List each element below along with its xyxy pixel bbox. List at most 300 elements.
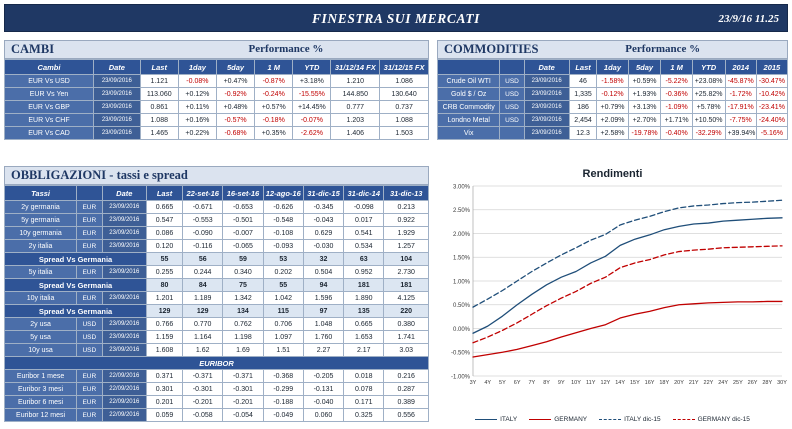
- cell-c6: 0.213: [384, 201, 429, 214]
- table-row: [5, 227, 429, 240]
- commodities-table: [437, 59, 788, 140]
- cell-1m: +0.35%: [255, 127, 293, 140]
- cell-c1: 56: [183, 253, 223, 266]
- cambi-header-row: [5, 60, 429, 75]
- cell-fx14: 1.210: [331, 75, 380, 88]
- table-row: [5, 396, 429, 409]
- table-row: [438, 127, 788, 140]
- cell-c2: -0.653: [223, 201, 263, 214]
- cell-c2: -0.371: [223, 370, 263, 383]
- svg-text:12Y: 12Y: [600, 380, 611, 386]
- spread-label: Spread Vs Germania: [5, 279, 147, 292]
- cell-ccy: USD: [500, 114, 524, 127]
- legend-item: [529, 416, 587, 423]
- cell-c5: 0.078: [344, 383, 384, 396]
- cell-c2: -0.054: [223, 409, 263, 422]
- cell-name: 10y usa: [5, 344, 77, 357]
- table-row: [438, 88, 788, 101]
- table-row: [5, 127, 429, 140]
- cell-date: 22/09/2016: [102, 383, 147, 396]
- svg-text:7Y: 7Y: [528, 380, 536, 386]
- page-title: FINESTRA SUI MERCATI: [311, 11, 481, 26]
- cell-last: 1,335: [569, 88, 597, 101]
- cambi-heading-bar: [4, 40, 429, 59]
- cell-c6: 181: [384, 279, 429, 292]
- cell-5day: +0.59%: [628, 75, 661, 88]
- col-date: Date: [524, 60, 569, 75]
- cell-fx15: 0.737: [380, 101, 429, 114]
- cambi-section: [4, 40, 429, 140]
- cell-last: 1.465: [140, 127, 178, 140]
- cell-c1: -0.671: [183, 201, 223, 214]
- cell-c4: 32: [303, 253, 343, 266]
- svg-text:22Y: 22Y: [703, 380, 714, 386]
- cell-ccy: EUR: [77, 370, 102, 383]
- cambi-heading: CAMBI: [11, 42, 55, 56]
- cell-last: 1.201: [147, 292, 183, 305]
- cell-last: 186: [569, 101, 597, 114]
- cell-ccy: [500, 127, 524, 140]
- spread-label: Spread Vs Germania: [5, 305, 147, 318]
- table-row: [438, 75, 788, 88]
- cell-date: 23/09/2016: [94, 88, 141, 101]
- cell-c4: -0.345: [303, 201, 343, 214]
- cell-fx15: 1.503: [380, 127, 429, 140]
- cell-c2: 1.198: [223, 331, 263, 344]
- table-row: [5, 318, 429, 331]
- cell-1m: -0.24%: [255, 88, 293, 101]
- cell-fx14: 144.850: [331, 88, 380, 101]
- legend-item: [475, 416, 517, 423]
- cell-c3: 55: [263, 279, 303, 292]
- col-blank2: [500, 60, 524, 75]
- cell-date: 23/09/2016: [102, 344, 147, 357]
- table-row: [5, 88, 429, 101]
- cell-2015: -5.16%: [756, 127, 787, 140]
- cell-last: 0.086: [147, 227, 183, 240]
- cell-last: 0.547: [147, 214, 183, 227]
- cell-ccy: USD: [77, 344, 102, 357]
- table-row: [5, 240, 429, 253]
- cell-last: 0.861: [140, 101, 178, 114]
- cell-c1: 0.244: [183, 266, 223, 279]
- cell-date: 23/09/2016: [524, 88, 569, 101]
- cell-ytd: +5.78%: [692, 101, 725, 114]
- cell-1day: -0.08%: [178, 75, 216, 88]
- cell-c3: 0.202: [263, 266, 303, 279]
- cell-1m: -1.09%: [661, 101, 692, 114]
- cell-c2: -0.065: [223, 240, 263, 253]
- col-last: Last: [569, 60, 597, 75]
- svg-text:-0.50%: -0.50%: [450, 350, 470, 357]
- svg-text:5Y: 5Y: [499, 380, 506, 386]
- svg-text:16Y: 16Y: [644, 380, 655, 386]
- cell-1day: +0.11%: [178, 101, 216, 114]
- cell-c3: -0.548: [263, 214, 303, 227]
- commodities-performance-label: Performance %: [625, 43, 701, 55]
- cell-c4: 2.27: [303, 344, 343, 357]
- cell-c2: 59: [223, 253, 263, 266]
- table-row: [5, 292, 429, 305]
- cell-last: 113.060: [140, 88, 178, 101]
- commodities-section: [437, 40, 788, 140]
- cell-ytd: -15.55%: [293, 88, 331, 101]
- col-cambi: Cambi: [5, 60, 94, 75]
- col-31dic15: 31-dic-15: [303, 186, 343, 201]
- cell-name: Crude Oil WTI: [438, 75, 500, 88]
- cell-date: 23/09/2016: [524, 114, 569, 127]
- legend-item: [673, 416, 750, 423]
- table-row: [5, 409, 429, 422]
- cell-1m: -5.22%: [661, 75, 692, 88]
- cell-c2: 1.69: [223, 344, 263, 357]
- table-row: [5, 331, 429, 344]
- col-date: Date: [102, 186, 147, 201]
- spread-row: [5, 253, 429, 266]
- svg-text:3.00%: 3.00%: [452, 184, 470, 191]
- cell-ytd: +14.45%: [293, 101, 331, 114]
- cell-name: Euribor 12 mesi: [5, 409, 77, 422]
- cell-last: 0.201: [147, 396, 183, 409]
- cell-c3: 1.51: [263, 344, 303, 357]
- cell-c6: 0.922: [384, 214, 429, 227]
- cell-c1: 0.770: [183, 318, 223, 331]
- cell-c3: 115: [263, 305, 303, 318]
- cell-c4: -0.205: [303, 370, 343, 383]
- cell-c4: -0.030: [303, 240, 343, 253]
- svg-text:10Y: 10Y: [571, 380, 581, 386]
- svg-text:20Y: 20Y: [674, 380, 684, 386]
- cell-date: 23/09/2016: [524, 127, 569, 140]
- cell-c6: 1.741: [384, 331, 429, 344]
- cell-last: 0.301: [147, 383, 183, 396]
- cell-5day: +2.70%: [628, 114, 661, 127]
- cell-c5: 135: [344, 305, 384, 318]
- cell-last: 0.665: [147, 201, 183, 214]
- cell-c6: 4.125: [384, 292, 429, 305]
- cell-ytd: -32.29%: [692, 127, 725, 140]
- cell-date: 23/09/2016: [524, 101, 569, 114]
- cell-c1: -0.301: [183, 383, 223, 396]
- svg-text:14Y: 14Y: [615, 380, 626, 386]
- cell-1day: +2.58%: [597, 127, 628, 140]
- table-row: [5, 370, 429, 383]
- legend-swatch: [529, 419, 551, 420]
- legend-swatch: [475, 419, 497, 420]
- cell-name: 5y usa: [5, 331, 77, 344]
- cell-date: 23/09/2016: [94, 75, 141, 88]
- cell-c3: 0.706: [263, 318, 303, 331]
- cell-date: 22/09/2016: [102, 370, 147, 383]
- cell-name: 2y italia: [5, 240, 77, 253]
- col-1m: 1 M: [255, 60, 293, 75]
- cell-c6: 104: [384, 253, 429, 266]
- col-1day: 1day: [597, 60, 628, 75]
- cell-date: 23/09/2016: [102, 240, 147, 253]
- cell-date: 23/09/2016: [102, 331, 147, 344]
- cell-c3: 1.042: [263, 292, 303, 305]
- cell-c3: -0.188: [263, 396, 303, 409]
- cell-ccy: EUR: [77, 266, 102, 279]
- cell-c5: 0.952: [344, 266, 384, 279]
- commodities-header-row: [438, 60, 788, 75]
- col-fx15: 31/12/15 FX: [380, 60, 429, 75]
- col-5day: 5day: [216, 60, 254, 75]
- cell-ccy: EUR: [77, 227, 102, 240]
- cell-last: 0.059: [147, 409, 183, 422]
- chart-svg: [437, 180, 788, 402]
- cell-last: 0.120: [147, 240, 183, 253]
- cell-name: EUR Vs CAD: [5, 127, 94, 140]
- cell-last: 2,454: [569, 114, 597, 127]
- cell-c5: 1.890: [344, 292, 384, 305]
- table-row: [438, 101, 788, 114]
- cell-1day: -1.58%: [597, 75, 628, 88]
- svg-text:2.00%: 2.00%: [452, 231, 470, 238]
- cell-5day: -0.68%: [216, 127, 254, 140]
- cell-c6: 1.929: [384, 227, 429, 240]
- cell-c5: 0.541: [344, 227, 384, 240]
- cell-c2: -0.501: [223, 214, 263, 227]
- cell-c5: 63: [344, 253, 384, 266]
- cell-c6: 0.287: [384, 383, 429, 396]
- svg-text:18Y: 18Y: [659, 380, 670, 386]
- cell-5day: -0.92%: [216, 88, 254, 101]
- svg-text:1.00%: 1.00%: [452, 279, 470, 286]
- cell-c1: -0.553: [183, 214, 223, 227]
- cell-c2: 0.340: [223, 266, 263, 279]
- cell-c6: 1.257: [384, 240, 429, 253]
- euribor-group-row: [5, 357, 429, 370]
- cell-2015: -23.41%: [756, 101, 787, 114]
- cell-c1: 1.189: [183, 292, 223, 305]
- table-row: [438, 114, 788, 127]
- col-12ago16: 12-ago-16: [263, 186, 303, 201]
- legend-label: GERMANY dic-15: [697, 416, 750, 423]
- cell-1m: +1.71%: [661, 114, 692, 127]
- cell-1m: -0.40%: [661, 127, 692, 140]
- cell-5day: -0.57%: [216, 114, 254, 127]
- cell-c3: -0.299: [263, 383, 303, 396]
- svg-text:0.00%: 0.00%: [452, 326, 470, 333]
- legend-label: GERMANY: [554, 416, 588, 423]
- cell-2014: -17.91%: [725, 101, 756, 114]
- cell-fx15: 130.640: [380, 88, 429, 101]
- cell-name: 5y germania: [5, 214, 77, 227]
- cell-2014: +39.94%: [725, 127, 756, 140]
- obbligazioni-table: [4, 185, 429, 422]
- table-row: [5, 266, 429, 279]
- cell-c1: 1.62: [183, 344, 223, 357]
- legend-item: [599, 416, 661, 423]
- euribor-group-label: EURIBOR: [5, 357, 429, 370]
- cell-last: 12.3: [569, 127, 597, 140]
- col-fx14: 31/12/14 FX: [331, 60, 380, 75]
- chart-legend: [437, 416, 788, 423]
- svg-text:1.50%: 1.50%: [452, 255, 470, 262]
- col-5day: 5day: [628, 60, 661, 75]
- cell-c1: -0.371: [183, 370, 223, 383]
- cell-name: EUR Vs GBP: [5, 101, 94, 114]
- cell-last: 55: [147, 253, 183, 266]
- col-last: Last: [140, 60, 178, 75]
- cell-name: EUR Vs USD: [5, 75, 94, 88]
- cell-name: 10y italia: [5, 292, 77, 305]
- cell-5day: +0.47%: [216, 75, 254, 88]
- cell-c6: 0.556: [384, 409, 429, 422]
- cell-c4: 0.060: [303, 409, 343, 422]
- cell-c5: 0.171: [344, 396, 384, 409]
- cell-name: 2y germania: [5, 201, 77, 214]
- cell-c4: 1.596: [303, 292, 343, 305]
- cell-date: 22/09/2016: [102, 396, 147, 409]
- obbligazioni-heading: OBBLIGAZIONI - tassi e spread: [11, 168, 188, 182]
- cell-c3: -0.368: [263, 370, 303, 383]
- cell-fx14: 1.406: [331, 127, 380, 140]
- cell-c5: 0.018: [344, 370, 384, 383]
- cell-c5: 0.534: [344, 240, 384, 253]
- cell-ccy: USD: [500, 88, 524, 101]
- cell-ccy: EUR: [77, 240, 102, 253]
- cell-c2: 75: [223, 279, 263, 292]
- cell-c4: 1.760: [303, 331, 343, 344]
- cell-name: EUR Vs CHF: [5, 114, 94, 127]
- cell-name: EUR Vs Yen: [5, 88, 94, 101]
- cell-c1: 1.164: [183, 331, 223, 344]
- cell-c1: 84: [183, 279, 223, 292]
- col-blank: [77, 186, 102, 201]
- col-date: Date: [94, 60, 141, 75]
- cell-c5: 0.325: [344, 409, 384, 422]
- col-16set16: 16-set-16: [223, 186, 263, 201]
- rendimenti-chart-section: [437, 166, 788, 424]
- col-1m: 1 M: [661, 60, 692, 75]
- cell-last: 0.371: [147, 370, 183, 383]
- cell-c6: 2.730: [384, 266, 429, 279]
- cell-ytd: -0.07%: [293, 114, 331, 127]
- cell-1day: +0.79%: [597, 101, 628, 114]
- cell-5day: +0.48%: [216, 101, 254, 114]
- cell-c6: 3.03: [384, 344, 429, 357]
- table-row: [5, 114, 429, 127]
- svg-text:0.50%: 0.50%: [452, 303, 470, 310]
- col-last: Last: [147, 186, 183, 201]
- cell-2015: -30.47%: [756, 75, 787, 88]
- cell-last: 129: [147, 305, 183, 318]
- cell-ccy: USD: [77, 318, 102, 331]
- cell-1m: -0.36%: [661, 88, 692, 101]
- svg-text:28Y: 28Y: [762, 380, 773, 386]
- commodities-heading-bar: [437, 40, 788, 59]
- cell-c5: 0.017: [344, 214, 384, 227]
- legend-swatch: [599, 419, 621, 420]
- cell-ccy: EUR: [77, 214, 102, 227]
- cell-ytd: +25.82%: [692, 88, 725, 101]
- cell-1day: +0.12%: [178, 88, 216, 101]
- svg-text:24Y: 24Y: [718, 380, 729, 386]
- obbligazioni-section: [4, 166, 429, 422]
- svg-text:8Y: 8Y: [543, 380, 550, 386]
- svg-text:30Y: 30Y: [777, 380, 787, 386]
- cell-c6: 220: [384, 305, 429, 318]
- cell-1day: -0.12%: [597, 88, 628, 101]
- col-2015: 2015: [756, 60, 787, 75]
- svg-text:26Y: 26Y: [747, 380, 758, 386]
- cell-5day: +1.93%: [628, 88, 661, 101]
- svg-text:2.50%: 2.50%: [452, 208, 470, 215]
- cell-date: 23/09/2016: [102, 201, 147, 214]
- cell-last: 0.255: [147, 266, 183, 279]
- cell-date: 23/09/2016: [102, 266, 147, 279]
- cell-c5: 1.653: [344, 331, 384, 344]
- cell-name: 10y germania: [5, 227, 77, 240]
- cell-last: 1.121: [140, 75, 178, 88]
- cell-ccy: USD: [500, 101, 524, 114]
- cell-fx14: 0.777: [331, 101, 380, 114]
- cell-last: 80: [147, 279, 183, 292]
- chart-title: Rendimenti: [582, 168, 643, 180]
- spread-row: [5, 279, 429, 292]
- svg-text:21Y: 21Y: [688, 380, 699, 386]
- cell-date: 23/09/2016: [102, 227, 147, 240]
- cell-c5: 181: [344, 279, 384, 292]
- cell-name: 2y usa: [5, 318, 77, 331]
- cell-ytd: -2.62%: [293, 127, 331, 140]
- cell-name: Londno Metal: [438, 114, 500, 127]
- col-1day: 1day: [178, 60, 216, 75]
- cell-ytd: +3.18%: [293, 75, 331, 88]
- cambi-performance-label: Performance %: [248, 43, 324, 55]
- cell-ccy: USD: [500, 75, 524, 88]
- cell-date: 23/09/2016: [94, 114, 141, 127]
- legend-swatch: [673, 419, 695, 420]
- cell-c4: -0.131: [303, 383, 343, 396]
- cell-5day: +3.13%: [628, 101, 661, 114]
- cell-fx14: 1.203: [331, 114, 380, 127]
- cell-c6: 0.216: [384, 370, 429, 383]
- svg-text:9Y: 9Y: [557, 380, 565, 386]
- cell-c3: 53: [263, 253, 303, 266]
- cell-c2: 0.762: [223, 318, 263, 331]
- cell-c1: -0.090: [183, 227, 223, 240]
- cell-c2: -0.007: [223, 227, 263, 240]
- cell-2014: -45.87%: [725, 75, 756, 88]
- cell-fx15: 1.086: [380, 75, 429, 88]
- cell-1m: -0.87%: [255, 75, 293, 88]
- cell-c5: -0.098: [344, 201, 384, 214]
- svg-text:25Y: 25Y: [732, 380, 743, 386]
- table-row: [5, 101, 429, 114]
- col-2014: 2014: [725, 60, 756, 75]
- cell-c6: 0.380: [384, 318, 429, 331]
- spread-row: [5, 305, 429, 318]
- table-row: [5, 201, 429, 214]
- legend-label: ITALY dic-15: [624, 416, 661, 423]
- cell-name: CRB Commodity: [438, 101, 500, 114]
- cell-ytd: +10.50%: [692, 114, 725, 127]
- legend-label: ITALY: [500, 416, 518, 423]
- cell-ccy: EUR: [77, 409, 102, 422]
- cell-date: 22/09/2016: [102, 409, 147, 422]
- cell-2015: -10.42%: [756, 88, 787, 101]
- cell-last: 1.608: [147, 344, 183, 357]
- col-22set16: 22-set-16: [183, 186, 223, 201]
- cell-c4: 0.629: [303, 227, 343, 240]
- cell-c3: -0.049: [263, 409, 303, 422]
- cell-last: 46: [569, 75, 597, 88]
- cell-2014: -1.72%: [725, 88, 756, 101]
- cell-last: 0.766: [147, 318, 183, 331]
